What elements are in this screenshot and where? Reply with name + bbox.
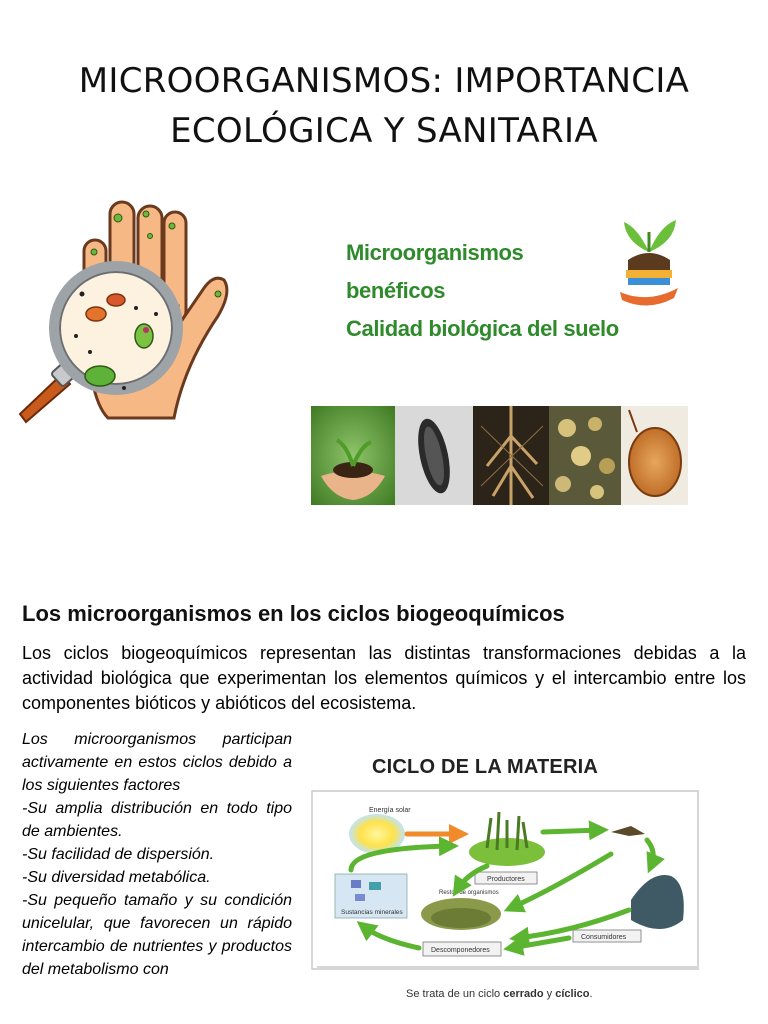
benefic-banner-line-2: Calidad biológica del suelo (346, 316, 619, 341)
cycle-title: CICLO DE LA MATERIA (372, 756, 599, 778)
cycle-of-matter-diagram (311, 790, 701, 972)
sprout-soil-logo (618, 208, 680, 312)
caption-bold-cyclic: cíclico (555, 988, 590, 1000)
caption-mid: y (543, 988, 556, 1000)
caption-suffix: . (589, 988, 593, 1000)
photo-bacterium (395, 406, 473, 505)
page-title (20, 56, 748, 156)
factors-list (22, 728, 292, 981)
arrow-producers-to-bird (543, 830, 601, 832)
photo-hands-soil (311, 406, 395, 505)
factors-lead: Los microorganismos participan activamente en estos ciclos debido a los siguientes factores (22, 731, 292, 794)
caption-prefix: Se trata de un ciclo (406, 988, 504, 1000)
soil-photos-strip (311, 406, 688, 505)
factor-item: -Su amplia distribución en todo tipo de ambientes. (22, 800, 292, 840)
photo-spores (549, 406, 621, 505)
remains-label: Restos de organismos (439, 890, 499, 896)
minerals-label: Sustancias minerales (341, 909, 403, 916)
cycle-caption (406, 988, 593, 1000)
energy-label: Energía solar (369, 807, 411, 814)
photo-single-spore (621, 406, 688, 505)
factor-item: -Su pequeño tamaño y su condición unicelular, que favorecen un rápido intercambio de nutrientes y productos del metabolismo con (22, 892, 292, 978)
caption-bold-closed: cerrado (503, 988, 544, 1000)
intro-paragraph: Los ciclos biogeoquímicos representan las distintas transformaciones debidas a la actividad biológica que experimentan los elementos químicos y el intercambio entre los componentes bióticos y abióticos del ecosistema. (22, 643, 746, 713)
factor-item: -Su diversidad metabólica. (22, 869, 211, 886)
benefic-banner-line-1: Microorganismos benéficos (346, 240, 524, 303)
factor-item: -Su facilidad de dispersión. (22, 846, 215, 863)
decomposers-label: Descomponedores (431, 947, 490, 954)
page-title-line-1: MICROORGANISMOS: IMPORTANCIA (78, 61, 690, 101)
hand-magnifier-illustration (18, 196, 238, 424)
consumers-label: Consumidores (581, 934, 627, 941)
section-heading: Los microorganismos en los ciclos biogeoquímicos (22, 601, 565, 626)
benefic-banner (346, 234, 626, 348)
producers-label: Productores (487, 876, 525, 883)
photo-roots (473, 406, 549, 505)
page-title-line-2: ECOLÓGICA Y SANITARIA (170, 111, 598, 151)
